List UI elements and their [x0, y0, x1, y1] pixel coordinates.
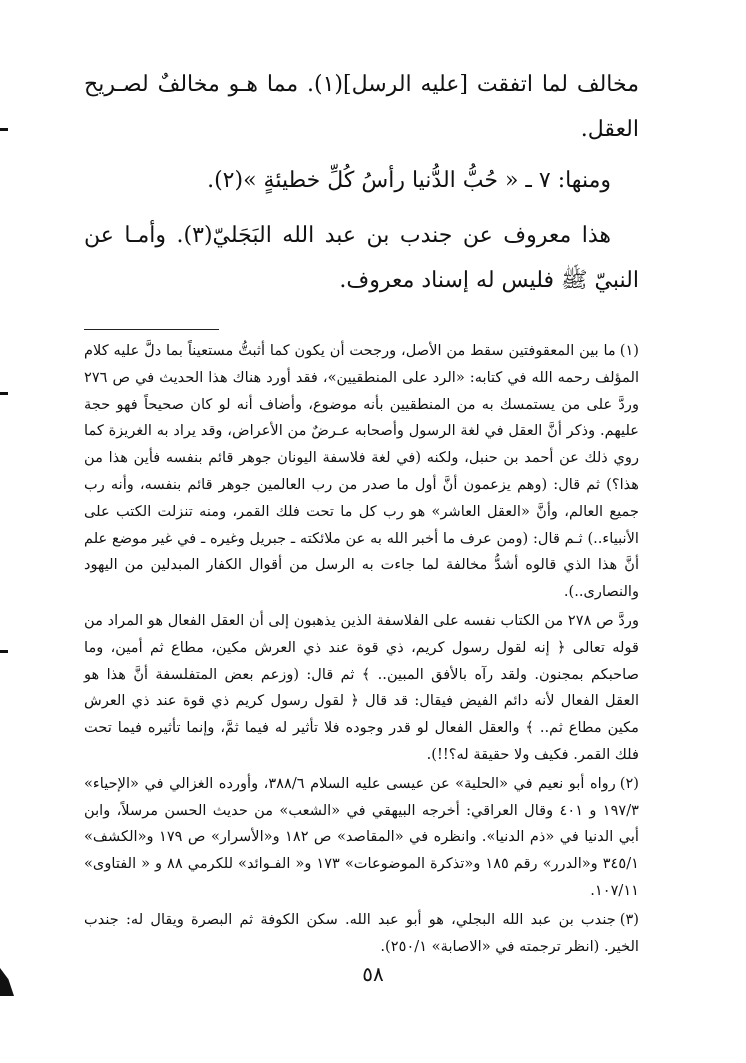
footnote-separator	[84, 329, 219, 330]
footnote-2	[84, 771, 639, 905]
main-paragraph-1: مخالف لما اتفقت [عليه الرسل](١). مما هـو مخالفٌ لصـريح العقل.	[84, 72, 639, 142]
footnote-3	[84, 907, 639, 961]
hadith-quote: ومنها: ٧ ـ « حُبُّ الدُّنيا رأسُ كُلِّ خطيئةٍ »(٢).	[207, 168, 611, 193]
main-text	[84, 62, 639, 303]
binding-mark	[0, 650, 8, 653]
footnote-1-continuation	[84, 608, 639, 769]
page-number: ٥٨	[362, 962, 384, 986]
binding-mark	[0, 128, 8, 131]
footnote-number: (٢)	[619, 774, 639, 792]
footnote-1	[84, 338, 639, 606]
footnote-text: ما بين المعقوفتين سقط من الأصل، ورجحت أن يكون كما أثبتُّ مستعيناً بما دلَّ عليه كلام المؤلف رحمه الله في كتابه: «الرد على المنطقيين»، فقد أورد هناك هذا الحديث في ص ٢٧٦ وردَّ على من يستمسك به من المنطقيين بأنه موضوع، وأضاف أنه لو كان صحيحاً فهو حجة عليهم. وذكر أنَّ العقل في لغة الرسول وأصحابه عـرضٌ من الأعراض، وقد يراد به الغريزة كما روي ذلك عن أحمد بن حنبل، ولكنه (في لغة فلاسفة اليونان جوهر قائم بنفسه فأين هذا من هذا؟) ثم قال: (وهم يزعمون أنَّ أول ما صدر من رب العالمين جوهر قائم بنفسه، وأنه رب جميع العالم، وأنَّ «العقل العاشر» هو رب كل ما تحت فلك القمر، ومنه تنزلت الكتب على الأنبياء..) ثـم قال: (ومن عرف ما أخبر الله به عن ملائكته ـ جبريل وغيره ـ في غير موضع علم أنَّ هذا الذي قالوه أشدُّ مخالفة لما جاءت به الرسل من أقوال الكفار المبدلين من اليهود والنصارى..).	[84, 342, 639, 601]
footnotes	[84, 338, 639, 960]
footnote-number: (٣)	[619, 910, 639, 928]
footnote-text: وردَّ ص ٢٧٨ من الكتاب نفسه على الفلاسفة الذين يذهبون إلى أن العقل الفعال هو المراد من قوله تعالى ﴿ إنه لقول رسول كريم، ذي قوة عند ذي العرش مكين، مطاع ثم أمين، وما صاحبكم بمجنون. ولقد رآه بالأفق المبين.. ﴾ ثم قال: (وزعم بعض المتفلسفة أنَّ هذا هو العقل الفعال لأنه دائم الفيض فيقال: قد قال ﴿ لقول رسول كريم ذي قوة عند ذي العرش مكين مطاع ثم.. ﴾ والعقل الفعال لو قدر وجوده فلا تأثير له فيما ثمَّ، وإنما تأثيره فيما تحت فلك القمر. فكيف ولا حقيقة له؟!!).	[84, 611, 640, 763]
binding-mark	[0, 392, 8, 395]
footnote-text: جندب بن عبد الله البجلي، هو أبو عبد الله. سكن الكوفة ثم البصرة ويقال له: جندب الخير. (انظر ترجمته في «الاصابة» ٢٥٠/١).	[84, 910, 639, 955]
book-page	[84, 62, 639, 1042]
footnote-number: (١)	[619, 342, 639, 359]
footnote-text: رواه أبو نعيم في «الحلية» عن عيسى عليه السلام ٣٨٨/٦، وأورده الغزالي في «الإحياء» ١٩٧/٣ و ٤٠١ وقال العراقي: أخرجه البيهقي في «الشعب» من حديث الحسن مرسلاً، وابن أبي الدنيا في «ذم الدنيا». وانظره في «المقاصد» ص ١٨٢ و«الأسرار» ص ١٧٩ و«الكشف» ٣٤٥/١ و«الدرر» رقم ١٨٥ و«تذكرة الموضوعات» ١٧٣ و« الفـوائد» للكرمي ٨٨ و « الفتاوى» ١٠٧/١١.	[84, 774, 640, 899]
main-paragraph-2: هذا معروف عن جندب بن عبد الله البَجَليّ(٣). وأمـا عن النبيّ ﷺ فليس له إسناد معروف.	[84, 223, 639, 293]
